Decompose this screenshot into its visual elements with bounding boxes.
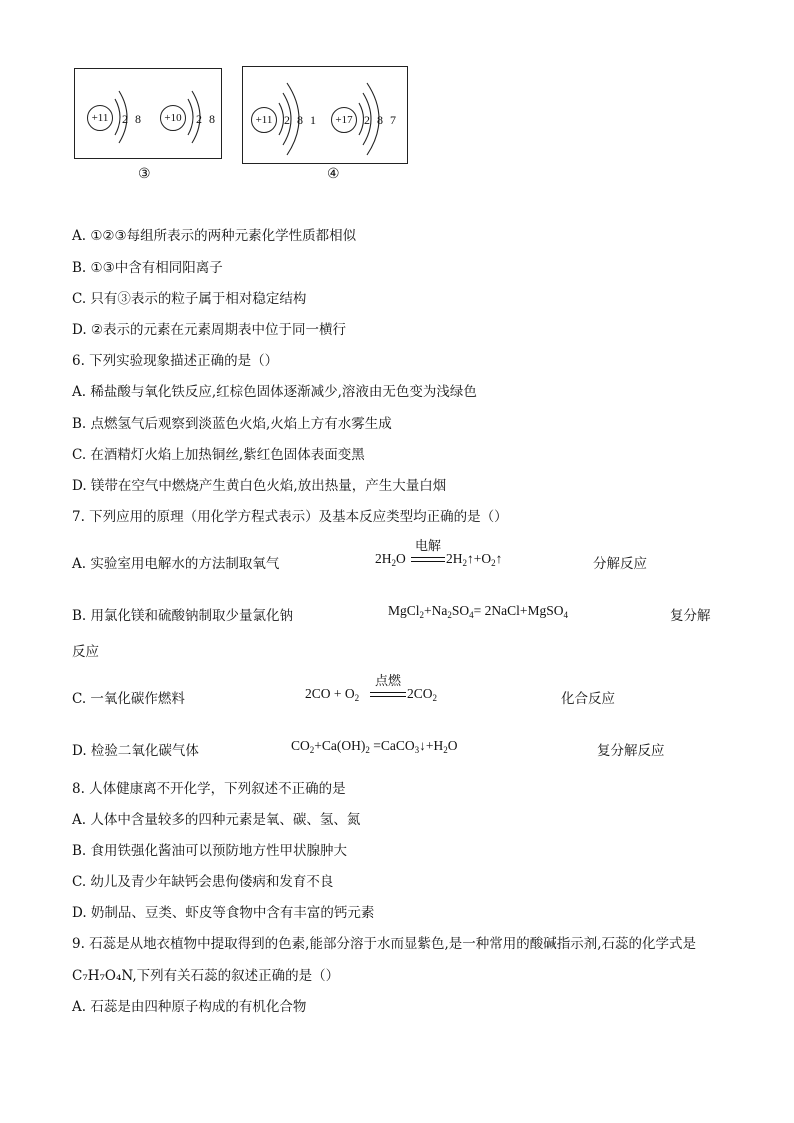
- q7-c-equal-sign: [370, 692, 406, 697]
- q7-b-type-cont: 反应: [72, 644, 99, 660]
- q7-b-equation: $MgCl_2+Na_2SO_4=$ 2NaCl+MgSO$_4$: [388, 603, 568, 620]
- q8-option-a: A. 人体中含量较多的四种元素是氧、碳、氢、氮: [72, 812, 361, 828]
- atom-2-shells: 2 8 7: [364, 113, 398, 127]
- q5-option-b: B. ①③中含有相同阳离子: [72, 260, 223, 276]
- q7-option-d: D. 检验二氧化碳气体: [72, 743, 199, 759]
- q6-stem: 6. 下列实验现象描述正确的是（）: [72, 353, 279, 369]
- diagram-4-box: [242, 66, 408, 164]
- q7-option-b: B. 用氯化镁和硫酸钠制取少量氯化钠: [72, 608, 294, 624]
- q7-d-equation: $CO_2+Ca(OH)_2$ $=CaCO_3↓+H_2O$: [291, 738, 458, 755]
- q9-option-a: A. 石蕊是由四种原子构成的有机化合物: [72, 999, 307, 1015]
- q7-a-condition: 电解: [414, 539, 441, 554]
- q7-b-type: 复分解: [670, 608, 711, 624]
- q7-option-c: C. 一氧化碳作燃料: [72, 691, 185, 707]
- atom-2-nucleus: +10: [160, 105, 186, 131]
- q5-option-c: C. 只有③表示的粒子属于相对稳定结构: [72, 291, 307, 307]
- q7-stem: 7. 下列应用的原理（用化学方程式表示）及基本反应类型均正确的是（）: [72, 509, 508, 525]
- q6-option-d: D. 镁带在空气中燃烧产生黄白色火焰,放出热量，产生大量白烟: [72, 478, 447, 494]
- atom-1-shells: 2 8: [122, 112, 143, 126]
- atom-1-nucleus: +11: [87, 105, 113, 131]
- diagram-3-box: [74, 68, 222, 159]
- q9-stem-line1: 9. 石蕊是从地衣植物中提取得到的色素,能部分溶于水而显紫色,是一种常用的酸碱指示剂,石蕊的化学式是: [72, 936, 697, 952]
- atom-2-nucleus: +17: [331, 107, 357, 133]
- q5-option-a: A. ①②③每组所表示的两种元素化学性质都相似: [72, 228, 357, 244]
- q9-stem-line2: C₇H₇O₄N,下列有关石蕊的叙述正确的是（）: [72, 968, 340, 984]
- q5-option-d: D. ②表示的元素在元素周期表中位于同一横行: [72, 322, 347, 338]
- q6-option-a: A. 稀盐酸与氧化铁反应,红棕色固体逐渐减少,溶液由无色变为浅绿色: [72, 384, 477, 400]
- q8-option-c: C. 幼儿及青少年缺钙会患佝偻病和发育不良: [72, 874, 334, 890]
- q7-c-type: 化合反应: [561, 691, 615, 707]
- atom-2-shells: 2 8: [196, 112, 217, 126]
- atom-1-nucleus: +11: [251, 107, 277, 133]
- q7-a-products: $2H_2↑+O_2↑$: [446, 551, 503, 568]
- q7-c-reactants: $2CO + O_2$: [305, 686, 360, 703]
- q7-a-equal-sign: [411, 557, 445, 562]
- q7-c-products: $2CO_2$: [407, 686, 438, 703]
- q6-option-b: B. 点燃氢气后观察到淡蓝色火焰,火焰上方有水雾生成: [72, 416, 392, 432]
- q7-a-equation: $2H_2O$: [375, 551, 406, 568]
- q8-option-d: D. 奶制品、豆类、虾皮等食物中含有丰富的钙元素: [72, 905, 375, 921]
- q7-option-a: A. 实验室用电解水的方法制取氧气: [72, 556, 280, 572]
- q8-stem: 8. 人体健康离不开化学，下列叙述不正确的是: [72, 781, 346, 797]
- atom-1-shells: 2 8 1: [284, 113, 318, 127]
- q7-d-type: 复分解反应: [597, 743, 665, 759]
- q6-option-c: C. 在酒精灯火焰上加热铜丝,紫红色固体表面变黑: [72, 447, 365, 463]
- q8-option-b: B. 食用铁强化酱油可以预防地方性甲状腺肿大: [72, 843, 348, 859]
- diagram-4-caption: ④: [327, 166, 340, 182]
- q7-c-condition: 点燃: [374, 674, 401, 689]
- diagram-3-caption: ③: [138, 166, 151, 182]
- q7-a-type: 分解反应: [593, 556, 647, 572]
